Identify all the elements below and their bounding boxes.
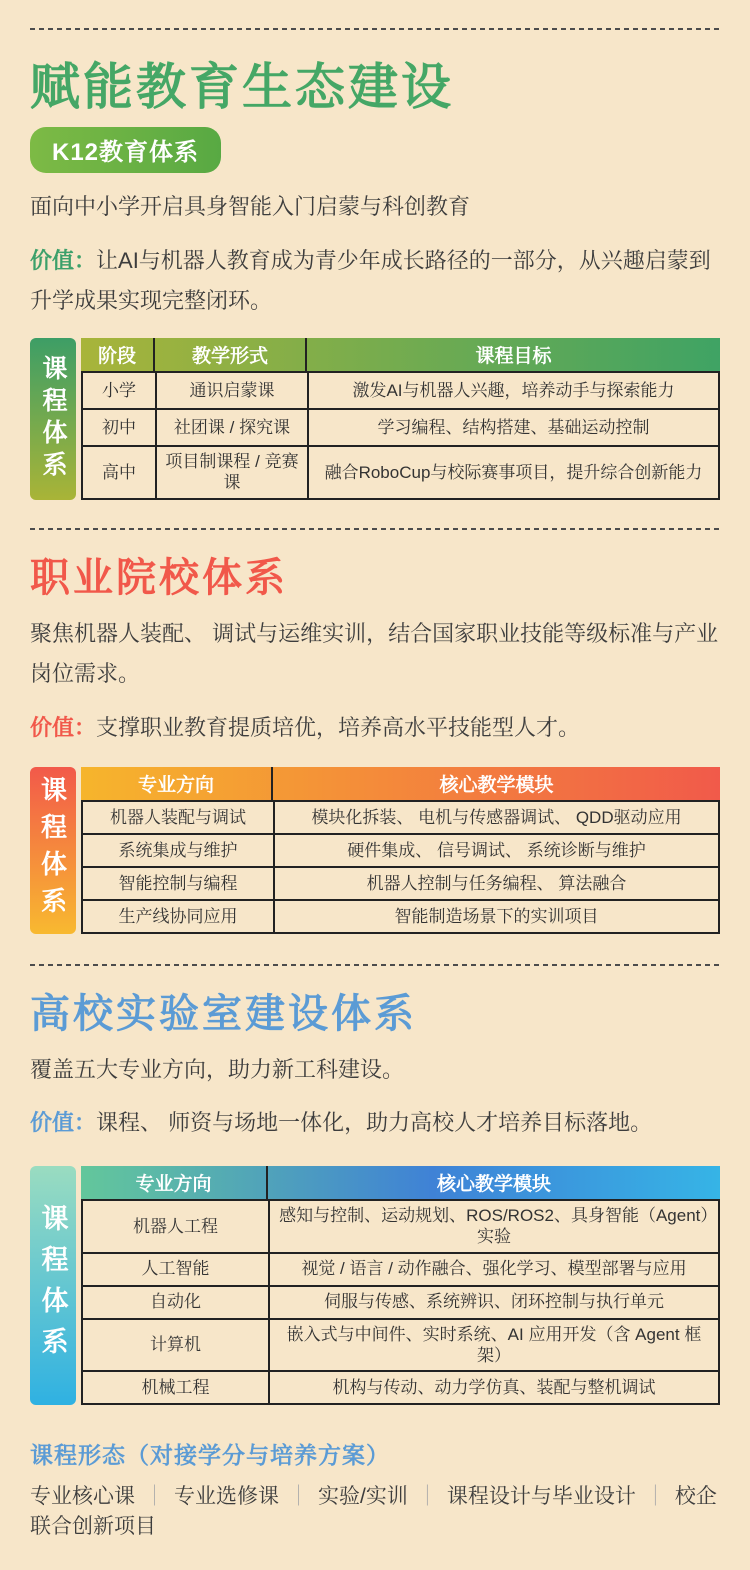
cell-direction: 智能控制与编程 <box>118 873 238 893</box>
cell-major: 机械工程 <box>141 1377 210 1397</box>
cell-major: 计算机 <box>150 1335 201 1355</box>
section-intro: 聚焦机器人装配、 调试与运维实训，结合国家职业技能等级标准与产业岗位需求。 <box>30 620 719 687</box>
cell-modules: 硬件集成、 信号调试、 系统诊断与维护 <box>273 835 718 866</box>
table <box>81 1166 720 1405</box>
cell-modules: 嵌入式与中间件、实时系统、AI 应用开发（含 Agent 框架） <box>268 1320 718 1371</box>
cell-format: 项目制课程 / 竞赛课 <box>155 447 307 498</box>
table-body <box>81 1199 720 1405</box>
k12-course-table <box>30 338 720 500</box>
section-title: 职业院校体系 <box>30 555 288 600</box>
course-system-rail: 课程体系 <box>30 338 76 500</box>
item-separator: ｜ <box>416 1485 438 1508</box>
cell-stage: 高中 <box>102 462 136 482</box>
dashed-divider <box>30 528 720 530</box>
k12-system-badge: K12教育体系 <box>30 127 221 173</box>
cell-format: 社团课 / 探究课 <box>155 410 307 445</box>
value-text: 让AI与机器人教育成为青少年成长路径的一部分，从兴趣启蒙到升学成果实现完整闭环。 <box>30 247 711 314</box>
course-form-item: 校企联合创新项目 <box>30 1485 717 1538</box>
table-row <box>83 1252 718 1285</box>
cell-direction: 系统集成与维护 <box>118 840 238 860</box>
table-row <box>83 1318 718 1371</box>
table-header-row <box>81 338 720 371</box>
table-row <box>83 1201 718 1252</box>
section-value <box>30 241 720 322</box>
cell-stage: 小学 <box>102 380 136 400</box>
section-intro: 面向中小学开启具身智能入门启蒙与科创教育 <box>30 194 471 219</box>
item-separator: ｜ <box>644 1485 666 1508</box>
cell-major: 机器人工程 <box>133 1216 218 1236</box>
course-forms-section <box>30 1437 720 1540</box>
cell-format: 通识启蒙课 <box>155 373 307 408</box>
cell-major: 人工智能 <box>141 1259 210 1279</box>
table-row <box>83 408 718 445</box>
table-row <box>83 1370 718 1403</box>
dashed-divider <box>30 964 720 966</box>
table-row <box>83 1285 718 1318</box>
table <box>81 338 720 500</box>
cell-goal: 融合RoboCup与校际赛事项目，提升综合创新能力 <box>307 447 718 498</box>
table-header-row <box>81 1166 720 1199</box>
course-form-item: 实验/实训 <box>318 1485 408 1508</box>
column-header: 专业方向 <box>135 1174 212 1195</box>
section-k12 <box>30 60 720 500</box>
value-label: 价值： <box>30 714 97 740</box>
table-body <box>81 371 720 500</box>
cell-modules: 智能制造场景下的实训项目 <box>273 901 718 932</box>
value-label: 价值： <box>30 247 97 273</box>
value-text: 支撑职业教育提质培优，培养高水平技能型人才。 <box>96 714 581 740</box>
page-title: 赋能教育生态建设 <box>30 59 454 115</box>
section-university <box>30 992 720 1405</box>
course-forms-heading: 课程形态（对接学分与培养方案） <box>30 1442 390 1468</box>
table-row <box>83 802 718 833</box>
cell-stage: 初中 <box>102 417 136 437</box>
vocational-course-table <box>30 767 720 934</box>
course-system-rail: 课程体系 <box>30 1166 76 1405</box>
table-row <box>83 833 718 866</box>
column-header: 核心教学模块 <box>266 1166 720 1199</box>
course-form-item: 课程设计与毕业设计 <box>446 1485 636 1508</box>
university-course-table <box>30 1166 720 1405</box>
value-text: 课程、 师资与场地一体化，助力高校人才培养目标落地。 <box>96 1110 653 1136</box>
value-label: 价值： <box>30 1110 97 1136</box>
section-title: 高校实验室建设体系 <box>30 991 417 1036</box>
course-form-item: 专业核心课 <box>30 1485 135 1508</box>
cell-major: 自动化 <box>150 1292 201 1312</box>
table-header-row <box>81 767 720 800</box>
column-header: 专业方向 <box>137 774 214 796</box>
course-forms-list <box>30 1480 720 1540</box>
column-header: 课程目标 <box>305 338 720 371</box>
item-separator: ｜ <box>144 1485 165 1508</box>
table-row <box>83 866 718 899</box>
cell-direction: 生产线协同应用 <box>118 906 238 926</box>
section-vocational <box>30 556 720 934</box>
infographic-page <box>0 28 750 1570</box>
table-row <box>83 445 718 498</box>
cell-goal: 学习编程、结构搭建、基础运动控制 <box>307 410 718 445</box>
dashed-divider <box>30 28 720 30</box>
column-header: 教学形式 <box>153 338 305 371</box>
cell-modules: 机器人控制与任务编程、 算法融合 <box>273 868 718 899</box>
table <box>81 767 720 934</box>
cell-direction: 机器人装配与调试 <box>110 807 246 827</box>
cell-modules: 模块化拆装、 电机与传感器调试、 QDD驱动应用 <box>273 802 718 833</box>
section-value <box>30 708 720 749</box>
column-header: 阶段 <box>97 346 136 368</box>
item-separator: ｜ <box>288 1485 309 1508</box>
cell-modules: 感知与控制、运动规划、ROS/ROS2、具身智能（Agent）实验 <box>268 1201 718 1252</box>
cell-goal: 激发AI与机器人兴趣，培养动手与探索能力 <box>307 373 718 408</box>
section-value <box>30 1103 720 1144</box>
table-body <box>81 800 720 934</box>
table-row <box>83 373 718 408</box>
cell-modules: 伺服与传感、系统辨识、闭环控制与执行单元 <box>268 1287 718 1318</box>
table-row <box>83 899 718 932</box>
course-form-item: 专业选修课 <box>174 1485 279 1508</box>
section-intro: 覆盖五大专业方向，助力新工科建设。 <box>30 1056 405 1082</box>
cell-modules: 视觉 / 语言 / 动作融合、强化学习、模型部署与应用 <box>268 1254 718 1285</box>
column-header: 核心教学模块 <box>271 767 720 800</box>
course-system-rail: 课程体系 <box>30 767 76 934</box>
cell-modules: 机构与传动、动力学仿真、装配与整机调试 <box>268 1372 718 1403</box>
